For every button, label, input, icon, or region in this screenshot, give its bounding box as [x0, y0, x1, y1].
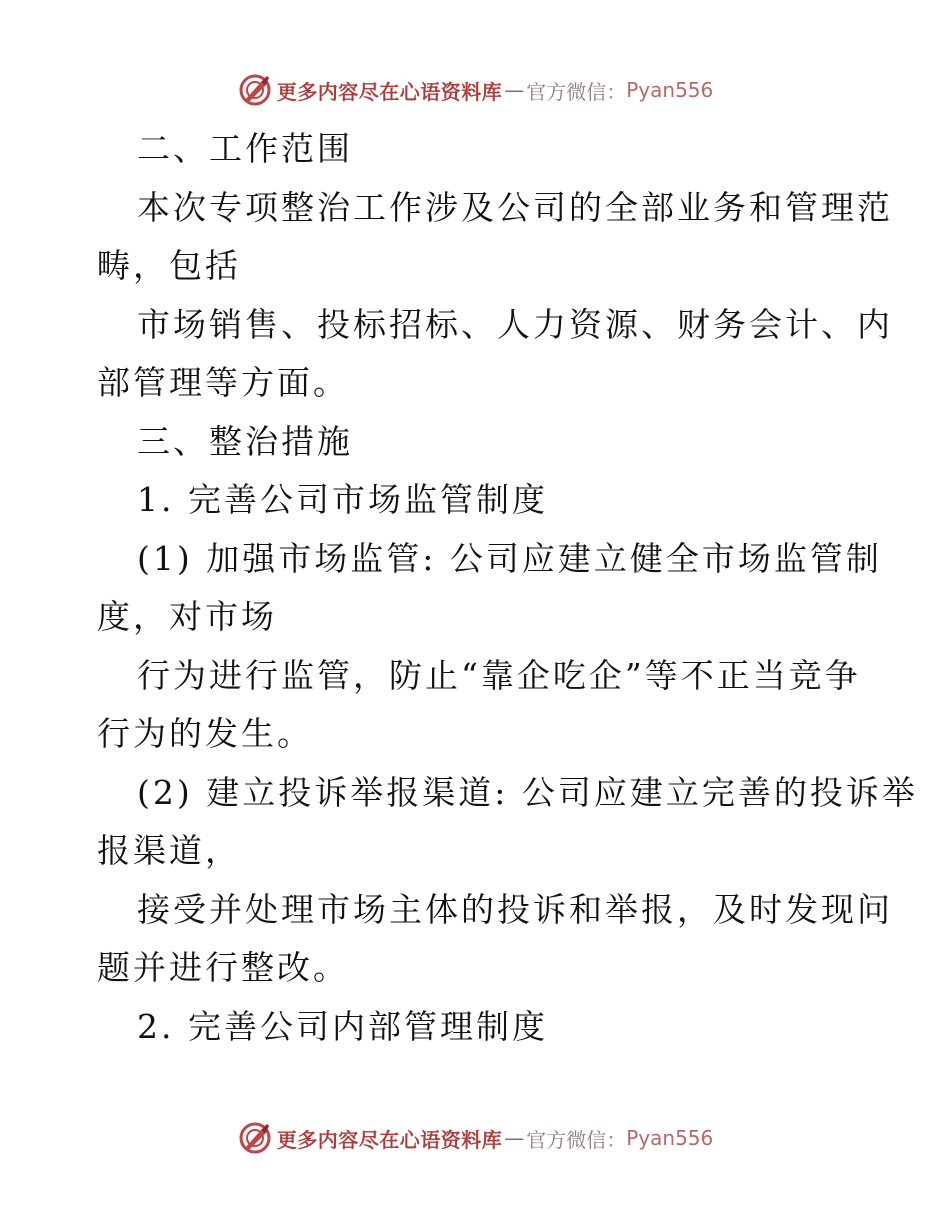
text-line: 度，对市场 [97, 597, 277, 636]
text-line: 接受并处理市场主体的投诉和举报，及时发现问 [137, 889, 893, 929]
text-line: 1. 完善公司市场监管制度 [137, 480, 548, 519]
text-line: 报渠道， [97, 831, 241, 870]
text-line: (2) 建立投诉举报渠道: 公司应建立完善的投诉举 [137, 772, 918, 812]
footer-watermark [0, 1118, 950, 1158]
text-line: 二、工作范围 [137, 129, 353, 168]
text-line: 题并进行整改。 [97, 948, 349, 987]
text-line: 畴，包括 [97, 246, 241, 285]
banner-wechat-id: Pyan556 [626, 78, 714, 102]
text-line: 行为的发生。 [97, 714, 313, 753]
text-line: (1) 加强市场监管: 公司应建立健全市场监管制 [137, 538, 882, 578]
banner-wechat-label: 官方微信： [526, 1127, 627, 1152]
text-line: 部管理等方面。 [97, 363, 349, 402]
banner-separator: — [504, 78, 525, 102]
text-line: 行为进行监管，防止“靠企吃企”等不正当竞争 [137, 655, 861, 695]
banner-text: 更多内容尽在心语资料库 [276, 1127, 503, 1152]
document-body [97, 120, 918, 1056]
text-line: 2. 完善公司内部管理制度 [137, 1006, 548, 1046]
banner-wechat-label: 官方微信： [526, 79, 627, 104]
banner-separator: — [504, 1126, 525, 1150]
text-line: 本次专项整治工作涉及公司的全部业务和管理范 [137, 187, 893, 227]
banner-text: 更多内容尽在心语资料库 [276, 79, 503, 104]
banner-wechat-id: Pyan556 [626, 1126, 714, 1150]
header-watermark [0, 70, 950, 110]
pen-logo-icon [237, 1120, 273, 1156]
text-line: 市场销售、投标招标、人力资源、财务会计、内 [137, 304, 893, 344]
text-line: 三、整治措施 [137, 421, 353, 461]
pen-logo-icon [237, 72, 273, 108]
